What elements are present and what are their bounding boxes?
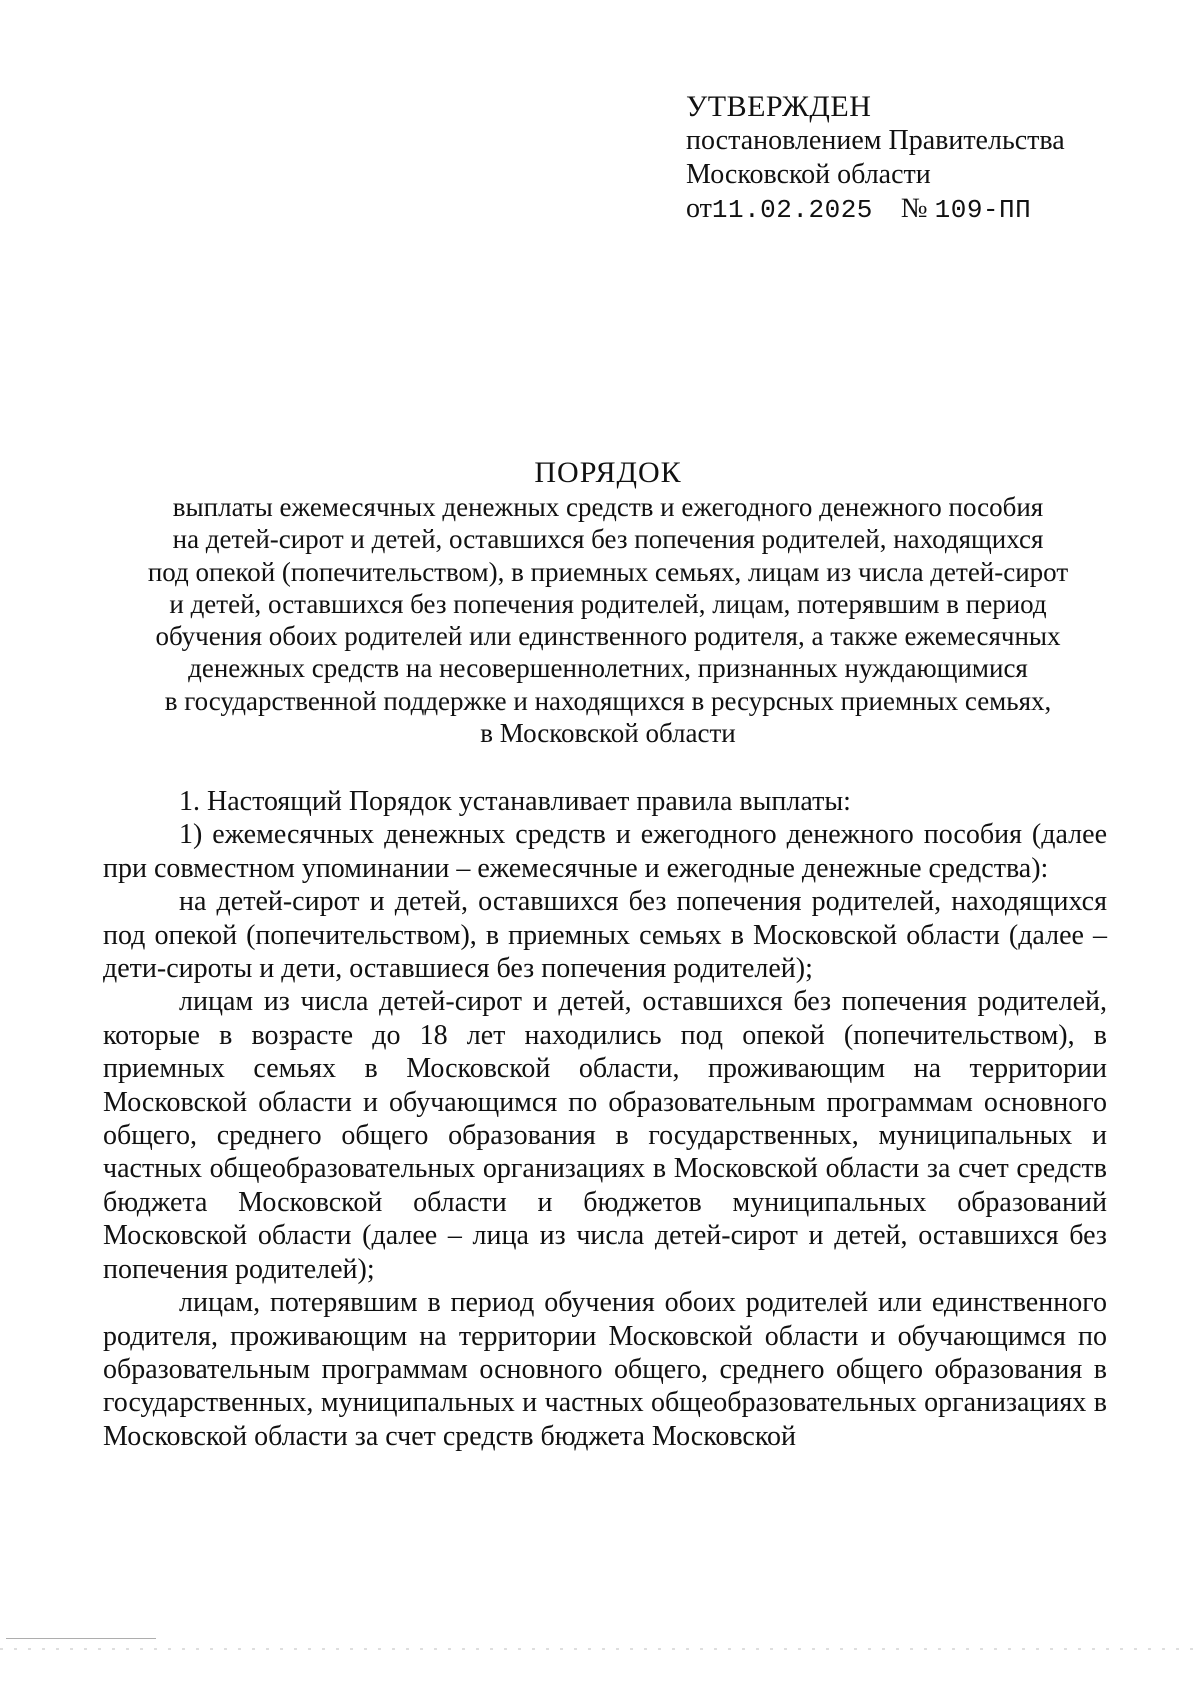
- approval-stamp: [686, 90, 1065, 227]
- approval-number-sign: №: [900, 193, 928, 224]
- document-title-block: [110, 455, 1106, 749]
- approval-date: 11.02.2025: [711, 195, 873, 225]
- subtitle-line: на детей-сирот и детей, оставшихся без попечения родителей, находящихся: [172, 524, 1044, 555]
- paragraph-orphans: на детей-сирот и детей, оставшихся без попечения родителей, находящихся под опекой (попечительством), в приемных семьях в Московской области (далее – дети-сироты и дети, оставшиеся без попечения родителей);: [103, 886, 1107, 985]
- document-body: [103, 785, 1107, 1453]
- paragraph-former-orphans: лицам из числа детей-сирот и детей, оставшихся без попечения родителей, которые в возрасте до 18 лет находились под опекой (попечительством), в приемных семьях в Московской области, проживающим на территории Московской области и обучающимся по образовательным программам основного общего, среднего общего образования в государственных, муниципальных и частных общеобразовательных организациях в Московской области за счет средств бюджета Московской области и бюджетов муниципальных образований Московской области (далее – лица из числа детей-сирот и детей, оставшихся без попечения родителей);: [103, 986, 1107, 1285]
- paragraph-1: 1. Настоящий Порядок устанавливает правила выплаты:: [179, 786, 851, 817]
- paragraph-lost-parents: лицам, потерявшим в период обучения обоих родителей или единственного родителя, проживающим на территории Московской области и обучающимся по образовательным программам основного общего, среднего общего образования в государственных, муниципальных и частных общеобразовательных организациях в Московской области за счет средств бюджета Московской: [103, 1287, 1107, 1452]
- approval-authority-line-1: постановлением Правительства: [686, 125, 1065, 156]
- subtitle-line: под опекой (попечительством), в приемных семьях, лицам из числа детей-сирот: [147, 556, 1069, 587]
- approval-authority-line-2: Московской области: [686, 159, 931, 190]
- approval-date-number: [686, 192, 1065, 227]
- paragraph-item-1: 1) ежемесячных денежных средств и ежегодного денежного пособия (далее при совместном упоминании – ежемесячные и ежегодные денежные средства):: [103, 819, 1107, 884]
- subtitle-line: выплаты ежемесячных денежных средств и ежегодного денежного пособия: [172, 492, 1044, 522]
- subtitle-line: денежных средств на несовершеннолетних, признанных нуждающимися: [188, 653, 1028, 684]
- subtitle-line: и детей, оставшихся без попечения родителей, лицам, потерявшим в период: [169, 588, 1047, 619]
- document-title: ПОРЯДОК: [534, 456, 682, 489]
- scan-artifact-dots: [0, 1648, 1200, 1650]
- approval-number: 109-ПП: [934, 195, 1032, 225]
- subtitle-line: в Московской области: [480, 718, 736, 749]
- subtitle-line: обучения обоих родителей или единственного родителя, а также ежемесячных: [155, 621, 1061, 652]
- subtitle-line: в государственной поддержке и находящихся в ресурсных приемных семьях,: [164, 685, 1052, 716]
- approval-date-prefix: от: [686, 193, 712, 224]
- scan-artifact-line: [6, 1638, 156, 1639]
- approval-heading: УТВЕРЖДЕН: [686, 90, 872, 123]
